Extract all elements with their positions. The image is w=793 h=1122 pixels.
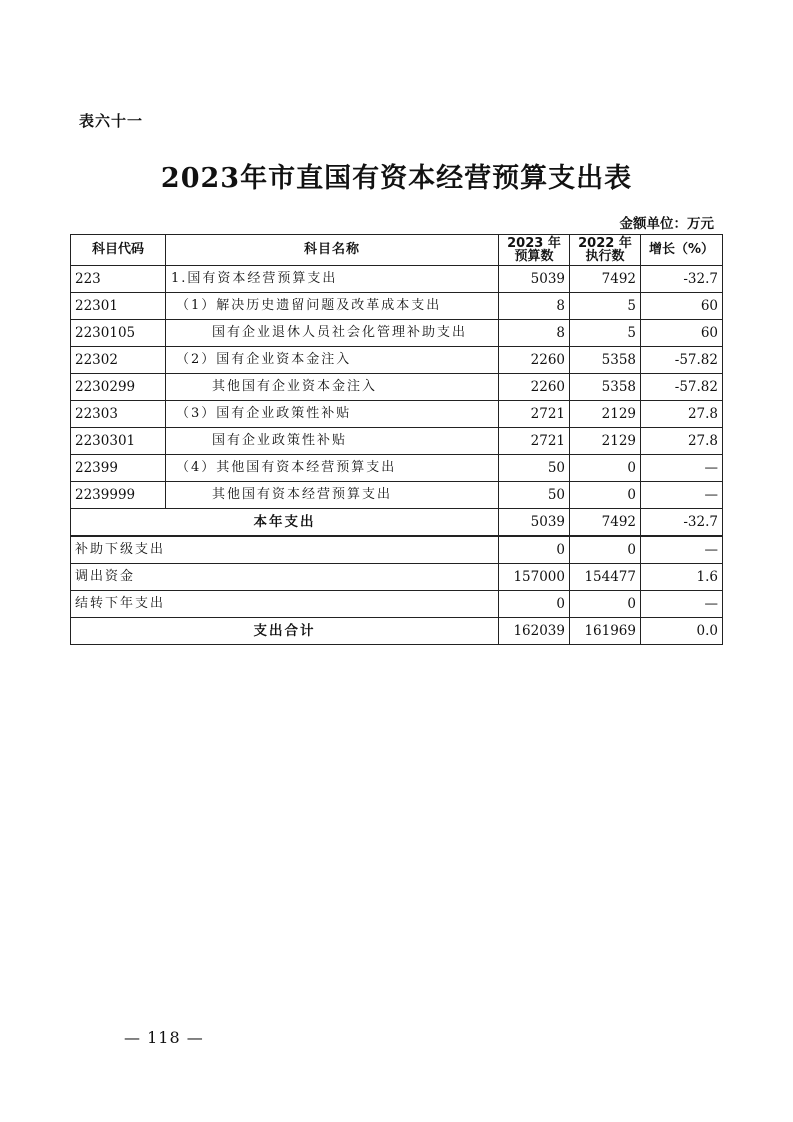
grand-total-growth: 0.0 (641, 618, 723, 645)
row-budget: 2721 (499, 428, 570, 455)
row-exec: 2129 (570, 401, 641, 428)
row-exec: 0 (570, 455, 641, 482)
header-exec (570, 235, 641, 266)
row-code: 2230299 (71, 374, 166, 401)
row-budget: 0 (499, 536, 570, 564)
header-exec-label: 执行数 (585, 249, 625, 264)
row-growth: 27.8 (641, 401, 723, 428)
row-name: （4）其他国有资本经营预算支出 (166, 455, 499, 482)
row-exec: 0 (570, 482, 641, 509)
row-name: （1）解决历史遗留问题及改革成本支出 (166, 293, 499, 320)
row-code: 22399 (71, 455, 166, 482)
row-code: 2230105 (71, 320, 166, 347)
row-name: 其他国有资本经营预算支出 (166, 482, 499, 509)
row-budget: 2721 (499, 401, 570, 428)
row-code: 22301 (71, 293, 166, 320)
row-exec: 2129 (570, 428, 641, 455)
amount-unit: 金额单位：万元 (619, 216, 714, 232)
table-row (71, 591, 723, 618)
page-number: — 118 — (124, 1028, 204, 1047)
current-total-row (71, 509, 723, 537)
row-growth: 60 (641, 320, 723, 347)
header-growth: 增长（%） (641, 235, 723, 266)
row-name: 国有企业政策性补贴 (166, 428, 499, 455)
row-name: 国有企业退休人员社会化管理补助支出 (166, 320, 499, 347)
table-row (71, 374, 723, 401)
row-exec: 0 (570, 591, 641, 618)
table-label: 表六十一 (79, 112, 144, 130)
budget-table (70, 234, 723, 645)
row-exec: 154477 (570, 564, 641, 591)
row-code: 2239999 (71, 482, 166, 509)
table-row (71, 564, 723, 591)
row-growth: -57.82 (641, 347, 723, 374)
row-growth: — (641, 482, 723, 509)
row-exec: 5358 (570, 347, 641, 374)
row-code: 2230301 (71, 428, 166, 455)
table-row (71, 401, 723, 428)
header-budget-label: 预算数 (514, 249, 554, 264)
table-row (71, 428, 723, 455)
row-label: 结转下年支出 (71, 591, 499, 618)
row-code: 22302 (71, 347, 166, 374)
row-growth: — (641, 455, 723, 482)
header-row (71, 235, 723, 266)
header-exec-year: 2022 年 (578, 236, 632, 251)
row-exec: 5 (570, 293, 641, 320)
table-row (71, 455, 723, 482)
table-row (71, 293, 723, 320)
row-budget: 5039 (499, 266, 570, 293)
header-code: 科目代码 (71, 235, 166, 266)
page-title: 2023年市直国有资本经营预算支出表 (160, 163, 633, 194)
header-name: 科目名称 (166, 235, 499, 266)
row-budget: 50 (499, 455, 570, 482)
row-budget: 8 (499, 320, 570, 347)
header-budget (499, 235, 570, 266)
row-budget: 50 (499, 482, 570, 509)
current-total-exec: 7492 (570, 509, 641, 537)
grand-total-exec: 161969 (570, 618, 641, 645)
row-growth: 27.8 (641, 428, 723, 455)
row-growth: — (641, 591, 723, 618)
grand-total-label: 支出合计 (71, 618, 499, 645)
row-code: 223 (71, 266, 166, 293)
row-label: 补助下级支出 (71, 536, 499, 564)
row-exec: 5 (570, 320, 641, 347)
row-name: 其他国有企业资本金注入 (166, 374, 499, 401)
row-growth: — (641, 536, 723, 564)
grand-total-budget: 162039 (499, 618, 570, 645)
row-budget: 0 (499, 591, 570, 618)
row-growth: 60 (641, 293, 723, 320)
row-growth: -57.82 (641, 374, 723, 401)
header-budget-year: 2023 年 (507, 236, 561, 251)
table-row (71, 482, 723, 509)
row-name: （3）国有企业政策性补贴 (166, 401, 499, 428)
row-growth: -32.7 (641, 266, 723, 293)
current-total-growth: -32.7 (641, 509, 723, 537)
row-exec: 7492 (570, 266, 641, 293)
row-budget: 2260 (499, 347, 570, 374)
table-row (71, 320, 723, 347)
row-growth: 1.6 (641, 564, 723, 591)
current-total-budget: 5039 (499, 509, 570, 537)
table-row (71, 266, 723, 293)
row-budget: 8 (499, 293, 570, 320)
grand-total-row (71, 618, 723, 645)
row-name: 1.国有资本经营预算支出 (166, 266, 499, 293)
table-row (71, 347, 723, 374)
row-code: 22303 (71, 401, 166, 428)
row-exec: 0 (570, 536, 641, 564)
current-total-label: 本年支出 (71, 509, 499, 537)
table-row (71, 536, 723, 564)
row-budget: 157000 (499, 564, 570, 591)
row-name: （2）国有企业资本金注入 (166, 347, 499, 374)
row-exec: 5358 (570, 374, 641, 401)
row-budget: 2260 (499, 374, 570, 401)
row-label: 调出资金 (71, 564, 499, 591)
